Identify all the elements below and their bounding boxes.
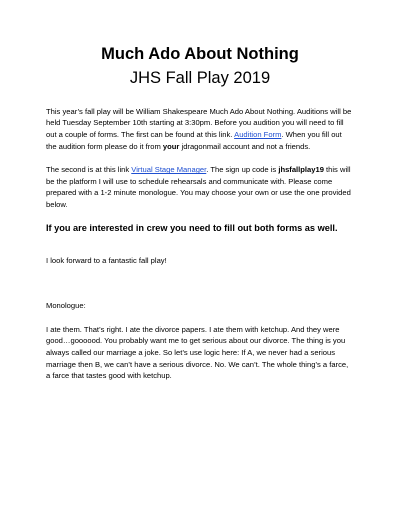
audition-form-link[interactable]: Audition Form — [234, 130, 282, 140]
emphasis-your: your — [162, 141, 180, 151]
crew-note: If you are interested in crew you need to fill out both forms as well. — [46, 222, 338, 233]
closing-line: I look forward to a fantastic fall play! — [46, 255, 167, 265]
second-text: The second is at this link — [46, 165, 132, 175]
second-text-3: this will be the platform I will use to schedule rehearsals and communicate with. Please come prepared with a 1-2 minute monologue. You may choose your own or use the one provided below. — [46, 165, 351, 210]
second-text-2: . The sign up code is — [206, 165, 279, 175]
signup-code: jhsfallplay19 — [278, 165, 324, 175]
intro-text-2: . When you fill out the audition form please do it from — [46, 130, 342, 151]
intro-text: This year’s fall play will be William Shakespeare Much Ado About Nothing. Auditions will be held Tuesday September 10th starting at 3:30pm. Before you audition you will need to fill out a couple of forms. The first can be found at this link. — [46, 106, 352, 140]
intro-paragraph — [46, 106, 354, 152]
title-line-2: JHS Fall Play 2019 — [129, 69, 271, 88]
virtual-stage-manager-link[interactable]: Virtual Stage Manager — [131, 165, 207, 175]
intro-text-3: jdragonmail account and not a friends. — [179, 141, 311, 151]
monologue-label: Monologue: — [46, 301, 86, 311]
second-paragraph — [46, 164, 354, 210]
monologue-text: I ate them. That’s right. I ate the divorce papers. I ate them with ketchup. And they were good…goooood. You probably want me to get serious about our divorce. The thing is you always called our marriage a joke. So let’s use logic here: If A, we never had a serious marriage then B, we can’t have a serious divorce. No. We can’t. The whole thing’s a farce, a farce that tastes good with ketchup. — [46, 324, 349, 381]
title-line-1: Much Ado About Nothing — [101, 45, 299, 63]
